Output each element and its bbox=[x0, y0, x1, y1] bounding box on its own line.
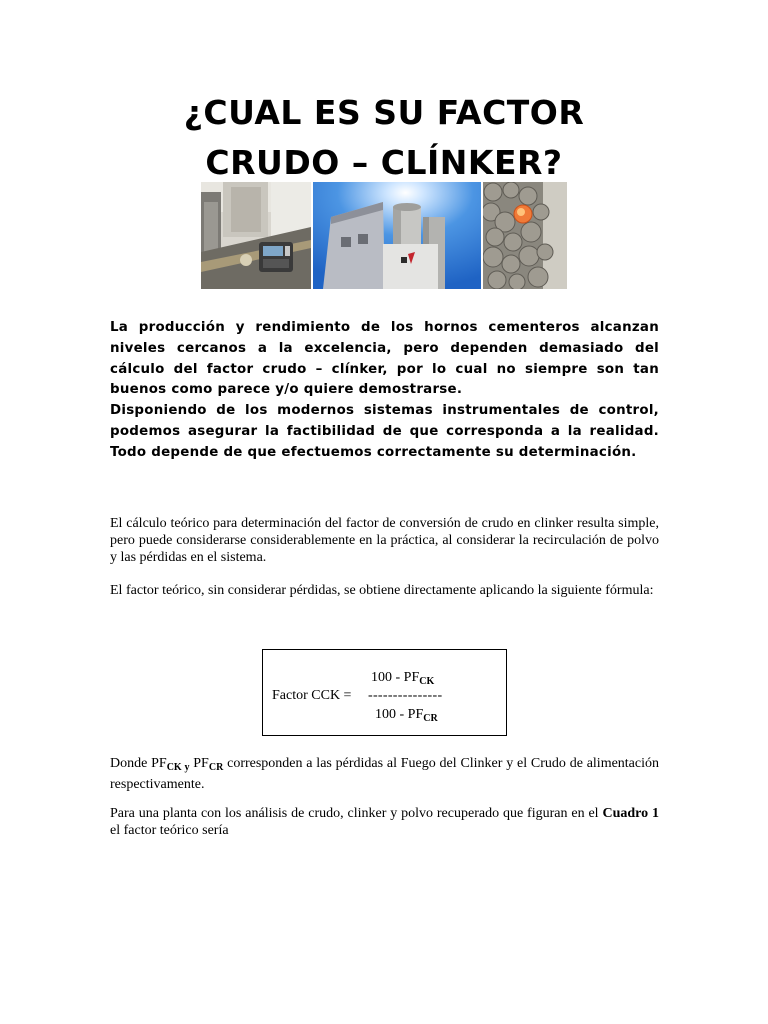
formula-box bbox=[262, 649, 507, 736]
plant-control-panel-photo bbox=[201, 182, 311, 289]
formula-numerator: $100 - PF_{CK}$ bbox=[371, 670, 435, 687]
paragraph-4: Para una planta con los análisis de crudo, clinker y polvo recuperado que figuran en el Cuadro 1 el factor teórico sería bbox=[110, 806, 659, 838]
formula-fraction-line: --------------- bbox=[368, 688, 443, 703]
formula-label: Factor CCK = bbox=[272, 688, 352, 703]
cuadro-1-reference: Cuadro 1 bbox=[602, 806, 659, 821]
document-title bbox=[0, 88, 768, 188]
intro-paragraph-1: La producción y rendimiento de los hornos cementeros alcanzan niveles cercanos a la excelencia, pero dependen demasiado del cálculo del factor crudo – clínker, por lo cual no siempre son tan buenos como parece y/o quiere demostrarse. bbox=[110, 320, 659, 398]
formula-intro-paragraph bbox=[110, 582, 659, 599]
intro-paragraph-2: Disponiendo de los modernos sistemas instrumentales de control, podemos asegurar la factibilidad de que corresponda a la realidad. Todo depende de que efectuemos correctamente su determinación. bbox=[110, 403, 659, 460]
paragraph-2: El factor teórico, sin considerar pérdidas, se obtiene directamente aplicando la siguiente fórmula: bbox=[110, 583, 654, 598]
definitions-paragraph bbox=[110, 755, 659, 793]
clinker-nodules-photo bbox=[483, 182, 567, 289]
paragraph-3: Donde $PF_{CK y}$ $PF_{CR}$ corresponden a las pérdidas al Fuego del Clinker y el Crudo de alimentación respectivamente. bbox=[110, 756, 659, 792]
title-line-2: CRUDO – CLÍNKER? bbox=[205, 143, 563, 182]
intro-bold-text bbox=[110, 318, 659, 464]
cuadro-reference-paragraph bbox=[110, 805, 659, 839]
title-line-1: ¿CUAL ES SU FACTOR bbox=[183, 93, 585, 132]
cement-silo-tower-photo bbox=[313, 182, 481, 289]
paragraph-1: El cálculo teórico para determinación del factor de conversión de crudo en clinker resulta simple, pero puede considerarse considerablemente en la práctica, al considerar la recirculación de polvo y las pérdidas en el sistema. bbox=[110, 516, 659, 565]
calculation-paragraph bbox=[110, 515, 659, 566]
formula-denominator: $100 - PF_{CR}$ bbox=[375, 707, 438, 724]
